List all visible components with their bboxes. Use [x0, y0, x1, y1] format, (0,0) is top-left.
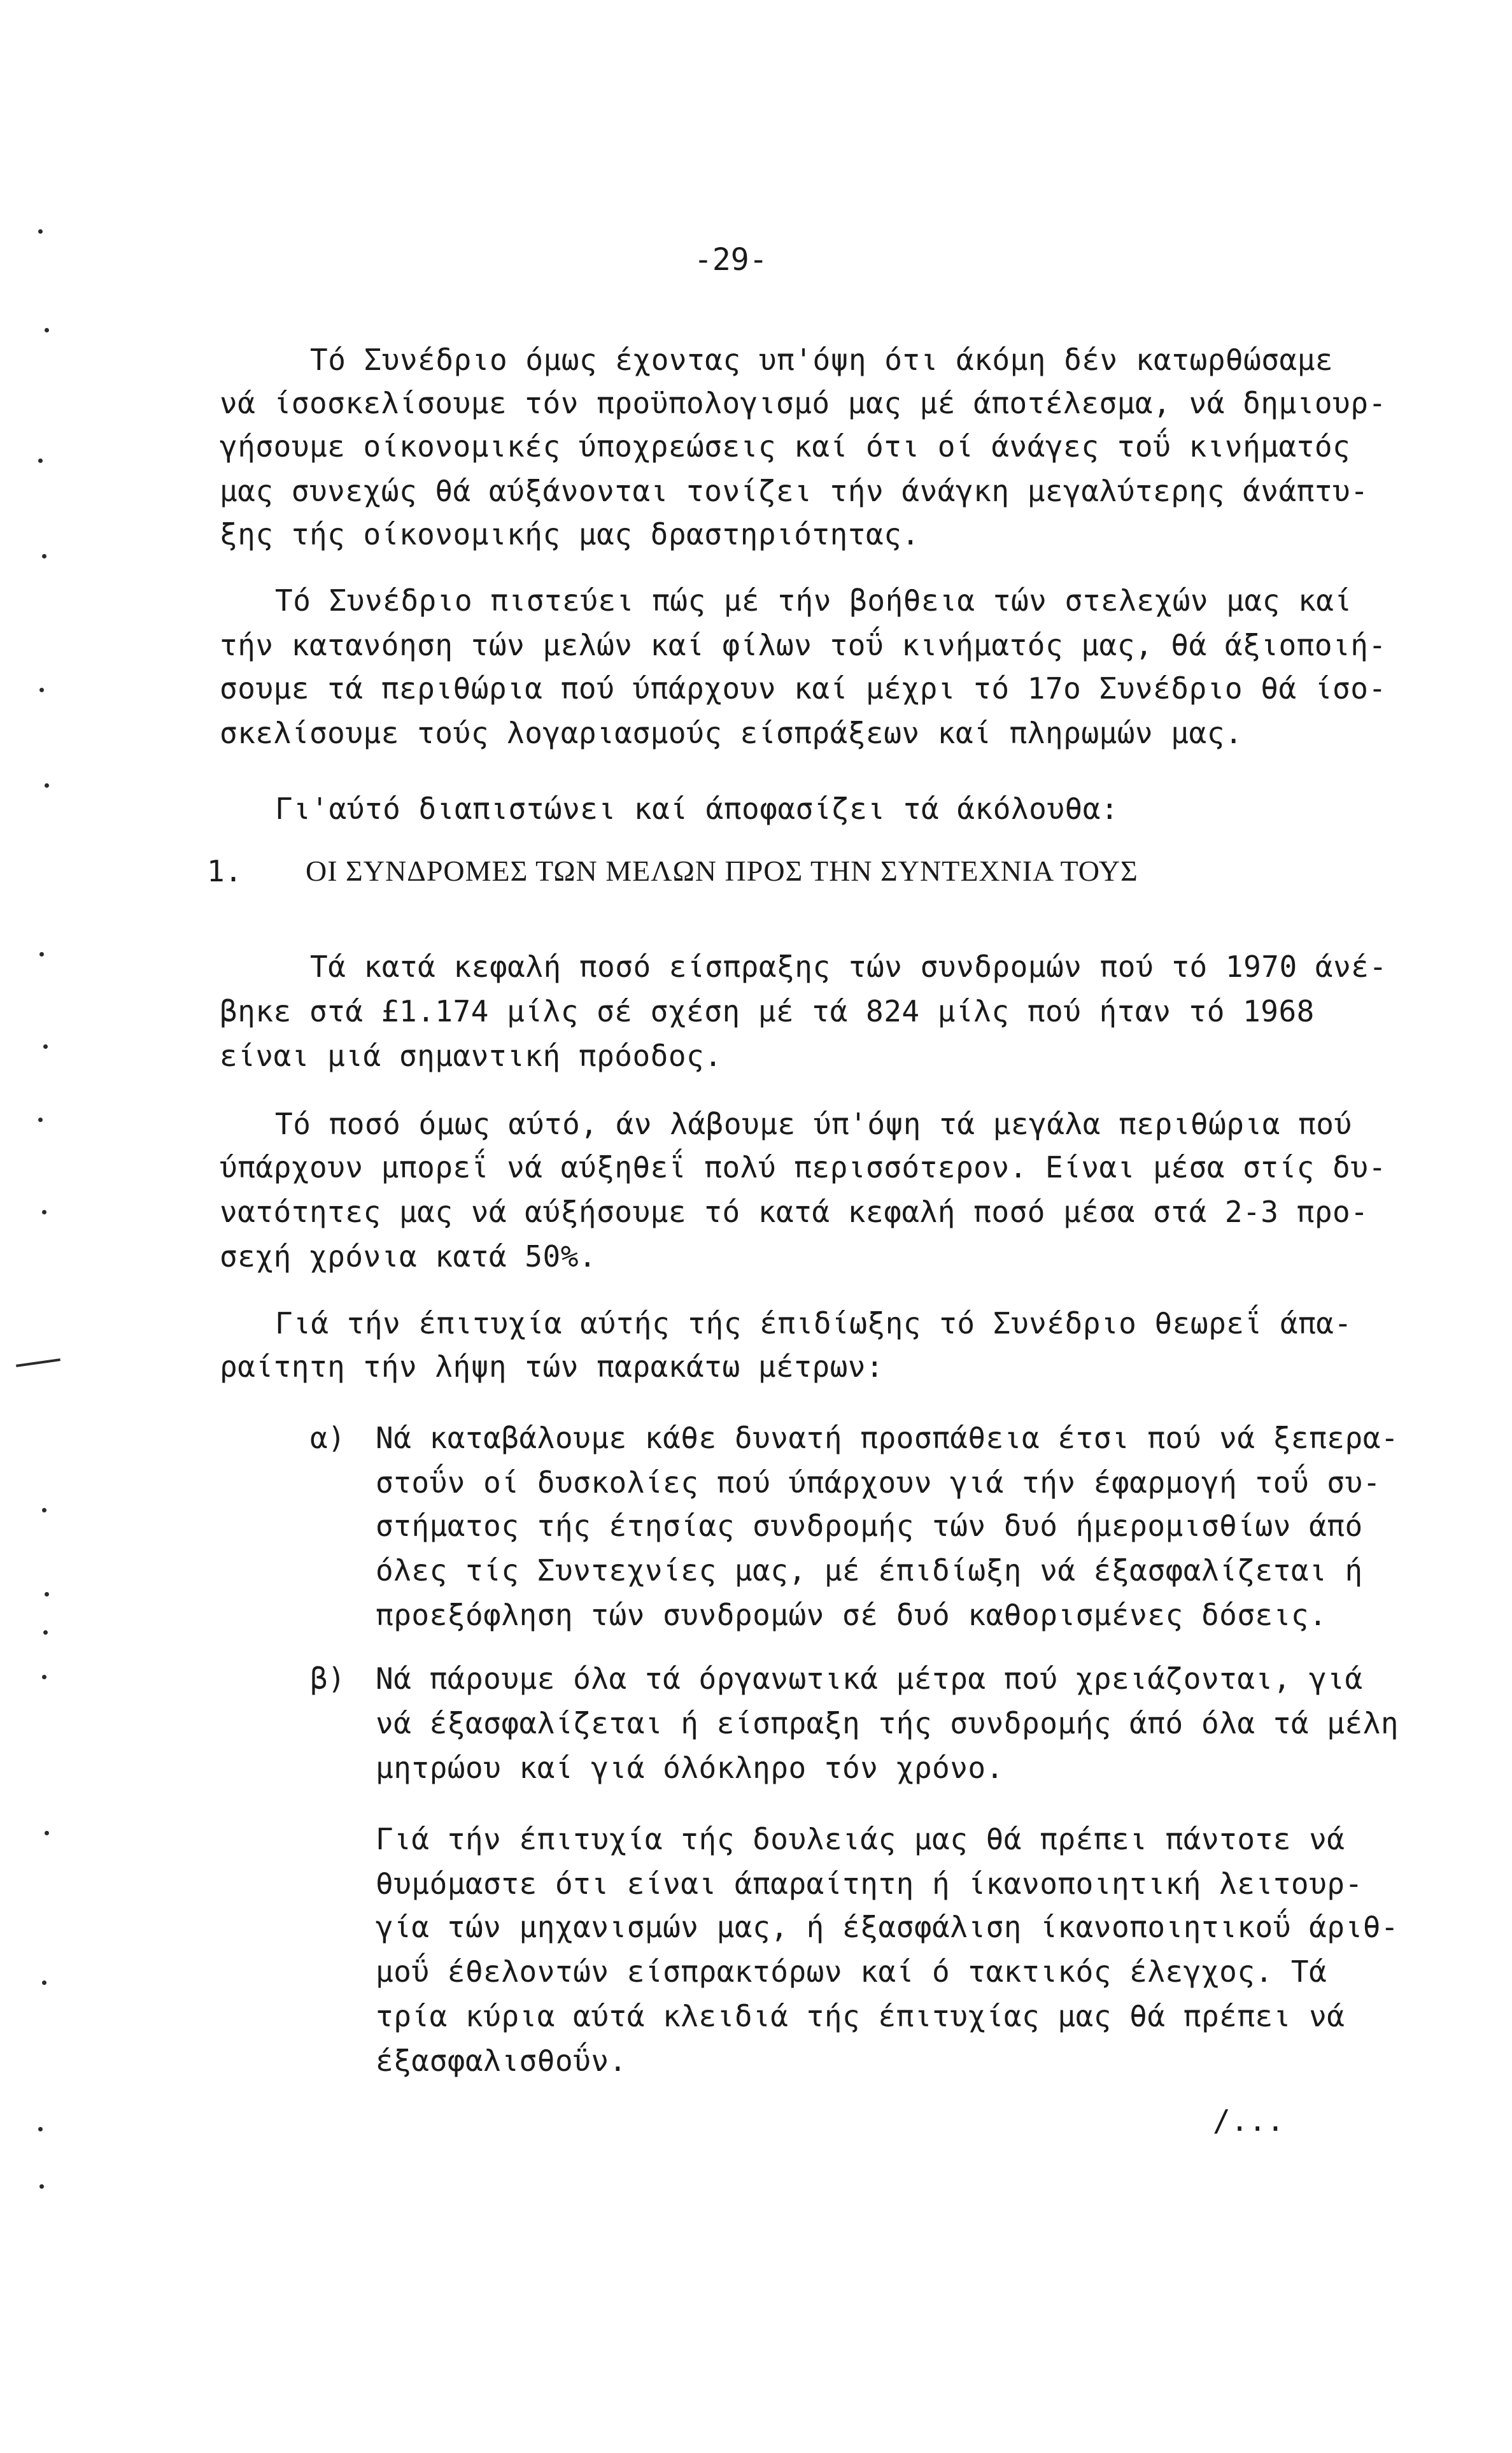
- paragraph-7-line: θυμόμαστε ότι είναι άπαραίτητη ή ίκανοποιητική λειτουρ-: [376, 1866, 1363, 1901]
- scan-speck: [39, 2184, 44, 2189]
- scan-speck: [42, 1980, 46, 1985]
- paragraph-7-line: έξασφαλισθοΰν.: [376, 2044, 627, 2078]
- scan-speck: [43, 1044, 48, 1049]
- item-a-line: Νά καταβάλουμε κάθε δυνατή προσπάθεια έτσι πού νά ξεπερα-: [376, 1421, 1399, 1455]
- paragraph-7-line: Γιά τήν έπιτυχία τής δουλειάς μας θά πρέπει πάντοτε νά: [376, 1822, 1345, 1856]
- scan-speck: [43, 1630, 48, 1635]
- section-number: 1.: [207, 854, 243, 888]
- paragraph-7-line: τρία κύρια αύτά κλειδιά τής έπιτυχίας μας θά πρέπει νά: [376, 1999, 1345, 2033]
- scan-speck: [45, 1831, 49, 1835]
- paragraph-1-line: ξης τής οίκονομικής μας δραστηριότητας.: [220, 517, 920, 551]
- item-a-line: στήματος τής έτησίας συνδρομής τών δυό ήμερομισθίων άπό: [376, 1509, 1363, 1543]
- paragraph-2-line: τήν κατανόηση τών μελών καί φίλων τοΰ κινήματός μας, θά άξιοποιή-: [220, 628, 1387, 662]
- paragraph-1-line: γήσουμε οίκονομικές ύποχρεώσεις καί ότι οί άνάγες τοΰ κινήματός: [220, 429, 1351, 464]
- scan-speck: [39, 688, 44, 692]
- scan-speck: [45, 328, 49, 332]
- paragraph-7-line: μοΰ έθελοντών είσπρακτόρων καί ό τακτικός έλεγχος. Τά: [376, 1954, 1327, 1989]
- section-heading: ΟΙ ΣΥΝΔΡΟΜΕΣ ΤΩΝ ΜΕΛΩΝ ΠΡΟΣ ΤΗΝ ΣΥΝΤΕΧΝΙΑ ΤΟΥΣ: [306, 855, 1138, 887]
- scan-mark: [16, 1358, 60, 1367]
- paragraph-6-line: ραίτητη τήν λήψη τών παρακάτω μέτρων:: [220, 1349, 884, 1384]
- continuation-mark: /...: [1213, 2103, 1285, 2138]
- paragraph-1-line: μας συνεχώς θά αύξάνονται τονίζει τήν άνάγκη μεγαλύτερης άνάπτυ-: [220, 474, 1369, 508]
- paragraph-4-line: Τά κατά κεφαλή ποσό είσπραξης τών συνδρομών πού τό 1970 άνέ-: [310, 949, 1387, 984]
- scan-speck: [38, 229, 43, 234]
- paragraph-4-line: είναι μιά σημαντική πρόοδος.: [220, 1039, 723, 1073]
- paragraph-2-line: Τό Συνέδριο πιστεύει πώς μέ τήν βοήθεια τών στελεχών μας καί: [275, 583, 1352, 618]
- scan-speck: [38, 1118, 43, 1122]
- item-b-line: μητρώου καί γιά όλόκληρο τόν χρόνο.: [376, 1751, 1004, 1785]
- paragraph-1-line: Τό Συνέδριο όμως έχοντας υπ'όψη ότι άκόμη δέν κατωρθώσαμε: [310, 343, 1334, 377]
- item-a-line: όλες τίς Συντεχνίες μας, μέ έπιδίωξη νά έξασφαλίζεται ή: [376, 1553, 1363, 1588]
- paragraph-5-line: νατότητες μας νά αύξήσουμε τό κατά κεφαλή ποσό μέσα στά 2-3 προ-: [220, 1195, 1369, 1229]
- scan-speck: [45, 1592, 49, 1596]
- item-a-line: στοΰν οί δυσκολίες πού ύπάρχουν γιά τήν έφαρμογή τοΰ συ-: [376, 1465, 1381, 1500]
- paragraph-3: Γι'αύτό διαπιστώνει καί άποφασίζει τά άκόλουθα:: [275, 792, 1119, 826]
- item-a-label: α): [310, 1421, 346, 1455]
- scan-speck: [38, 2127, 43, 2131]
- scan-speck: [39, 952, 44, 956]
- scan-speck: [42, 1210, 46, 1214]
- scan-speck: [42, 554, 46, 558]
- paragraph-5-line: σεχή χρόνια κατά 50%.: [220, 1239, 597, 1274]
- paragraph-4-line: βηκε στά £1.174 μίλς σέ σχέση μέ τά 824 μίλς πού ήταν τό 1968: [220, 994, 1315, 1028]
- page-number: -29-: [694, 242, 768, 278]
- scan-speck: [42, 1508, 46, 1512]
- item-b-label: β): [310, 1661, 346, 1696]
- scan-speck: [38, 459, 43, 463]
- paragraph-5-line: Τό ποσό όμως αύτό, άν λάβουμε ύπ'όψη τά μεγάλα περιθώρια πού: [275, 1107, 1352, 1141]
- paragraph-2-line: σουμε τά περιθώρια πού ύπάρχουν καί μέχρι τό 17ο Συνέδριο θά ίσο-: [220, 671, 1387, 706]
- paragraph-2-line: σκελίσουμε τούς λογαριασμούς είσπράξεων καί πληρωμών μας.: [220, 716, 1243, 750]
- paragraph-7-line: γία τών μηχανισμών μας, ή έξασφάλιση ίκανοποιητικοΰ άριθ-: [376, 1910, 1399, 1944]
- scan-speck: [45, 783, 49, 788]
- item-a-line: πρoεξόφληση τών συνδρομών σέ δυό καθορισμένες δόσεις.: [376, 1598, 1327, 1632]
- scan-speck: [42, 1675, 46, 1679]
- paragraph-6-line: Γιά τήν έπιτυχία αύτής τής έπιδίωξης τό Συνέδριο θεωρεΐ άπα-: [275, 1306, 1352, 1340]
- item-b-line: Νά πάρουμε όλα τά όργανωτικά μέτρα πού χρειάζονται, γιά: [376, 1661, 1363, 1696]
- paragraph-1-line: νά ίσοσκελίσουμε τόν προϋπολογισμό μας μέ άποτέλεσμα, νά δημιουρ-: [220, 386, 1387, 420]
- item-b-line: νά έξασφαλίζεται ή είσπραξη τής συνδρομής άπό όλα τά μέλη: [376, 1706, 1399, 1740]
- paragraph-5-line: ύπάρχουν μπορεΐ νά αύξηθεΐ πολύ περισσότερον. Είναι μέσα στίς δυ-: [220, 1150, 1387, 1184]
